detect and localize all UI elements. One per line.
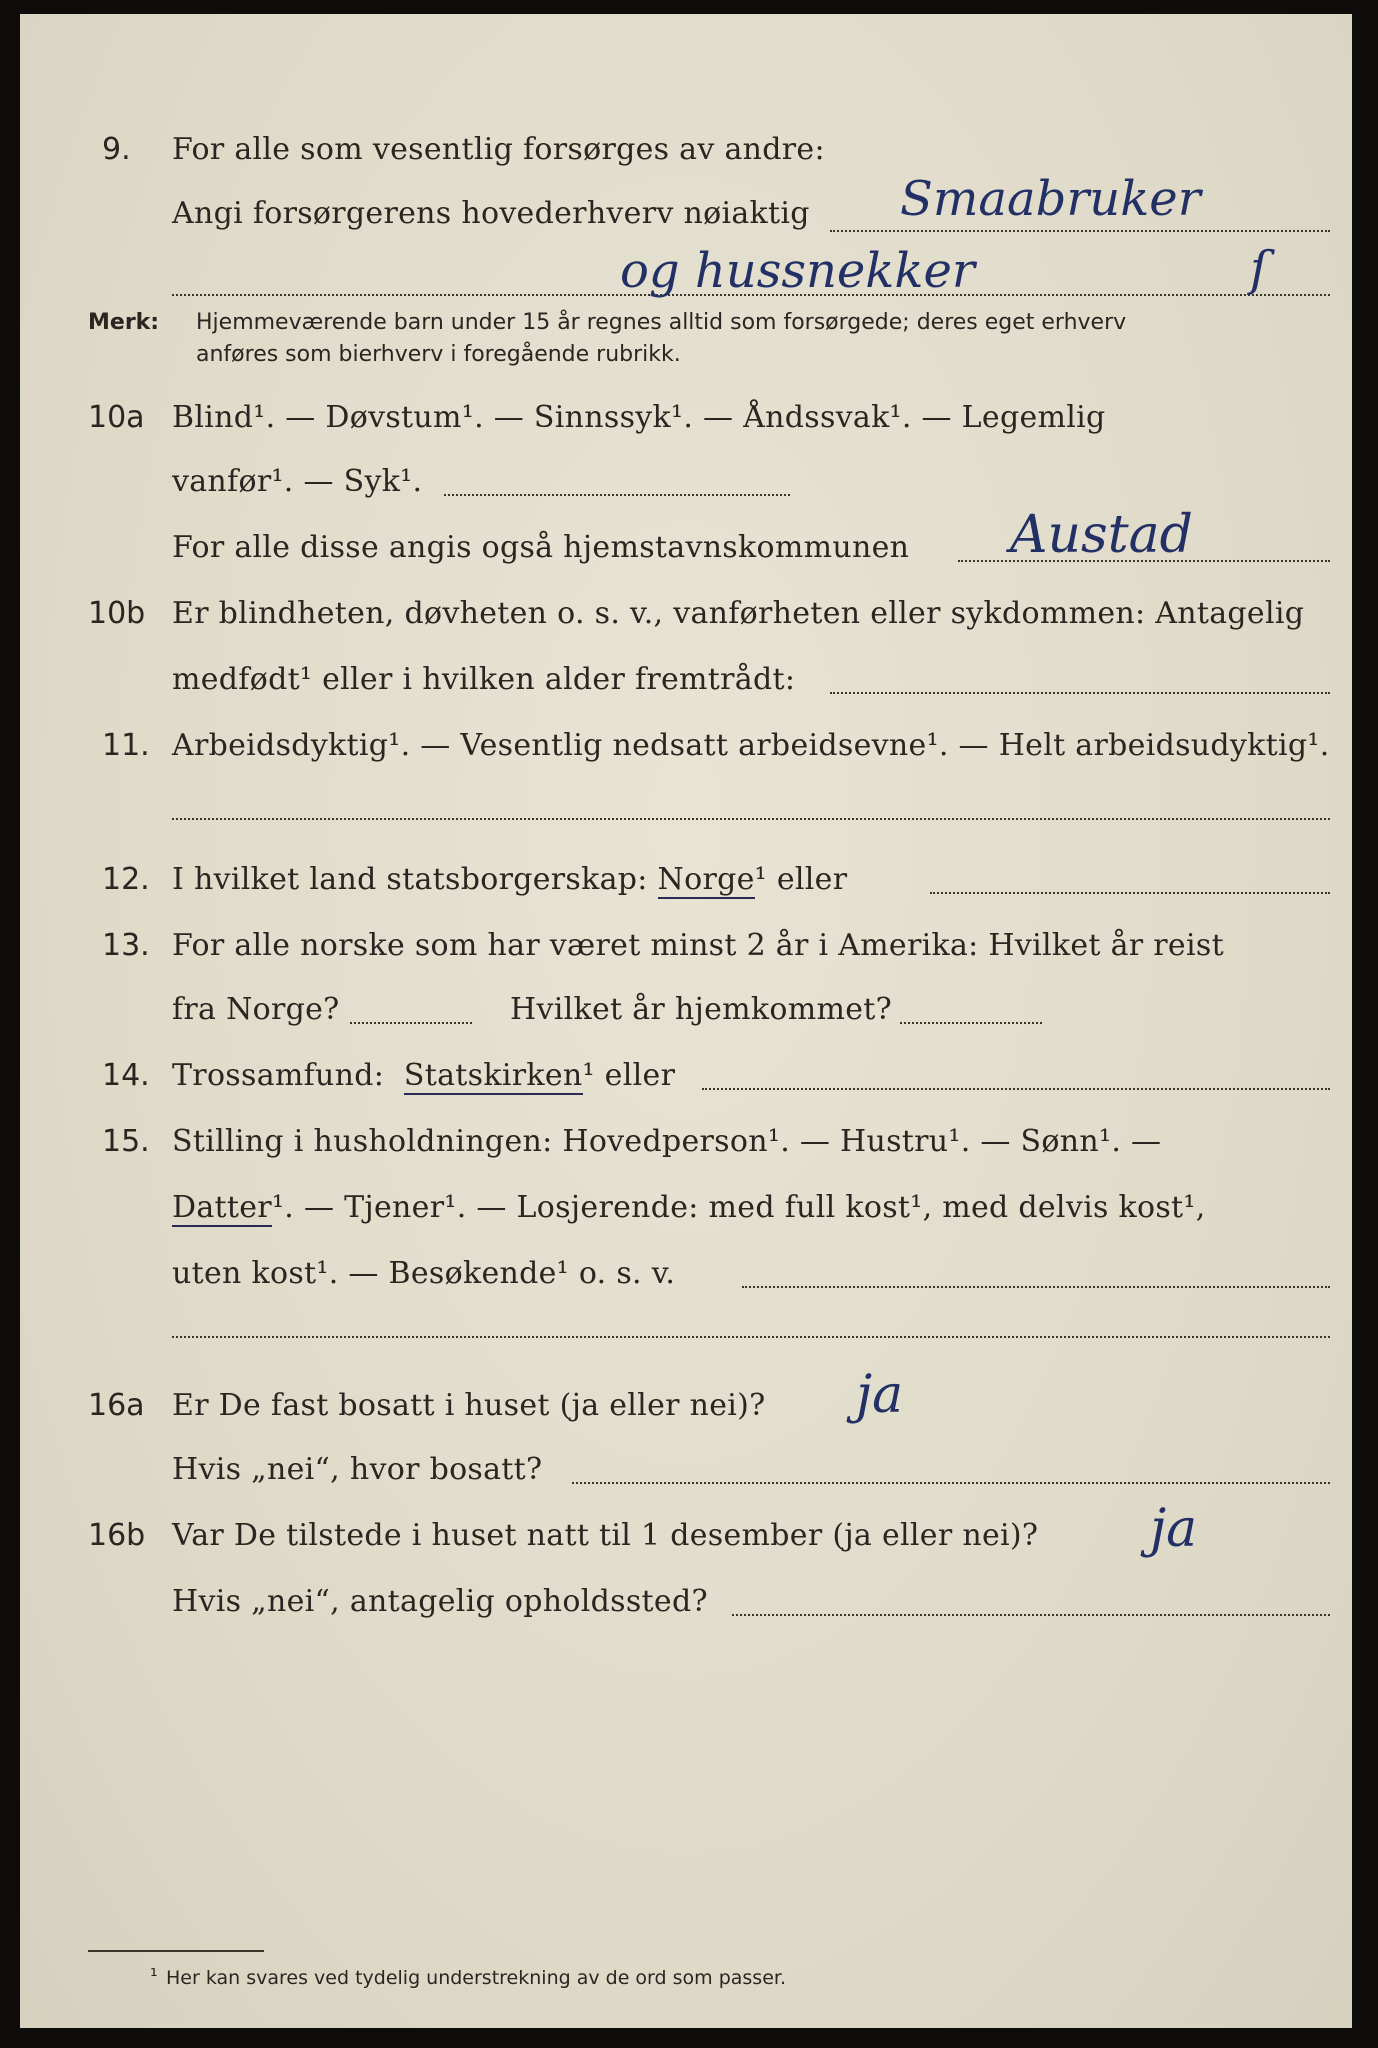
q12-prefix: I hvilket land statsborgerskap: [172, 862, 648, 897]
q10b-answer-line [830, 690, 1330, 694]
q16b-answer: ja [1150, 1499, 1198, 1559]
footnote-rule [88, 1950, 264, 1952]
q10a-syk-line [444, 492, 790, 496]
q10b-number: 10b [88, 596, 146, 631]
q11-answer-line [172, 816, 1330, 820]
q16a-line1: Er De fast bosatt i huset (ja eller nei)? [172, 1388, 766, 1423]
q10a-line1: Blind¹. — Døvstum¹. — Sinnssyk¹. — Åndssvak¹. — Legemlig [172, 400, 1106, 435]
q10a-answer: Austad [1010, 505, 1193, 565]
footnote-text: Her kan svares ved tydelig understrekning av de ord som passer. [166, 1967, 786, 1989]
q15-answer-line2 [172, 1334, 1330, 1338]
q14-number: 14. [102, 1058, 150, 1093]
q14-answer-line [702, 1086, 1330, 1090]
q12-answer-line [930, 890, 1330, 894]
q15-line1: Stilling i husholdningen: Hovedperson¹. — Hustru¹. — Sønn¹. — [172, 1124, 1162, 1159]
q10b-line2: medfødt¹ eller i hvilken alder fremtrådt: [172, 662, 796, 697]
q16a-line2: Hvis „nei“, hvor bosatt? [172, 1452, 543, 1487]
q10a-number: 10a [88, 400, 145, 435]
q16b-line1: Var De tilstede i huset natt til 1 desember (ja eller nei)? [172, 1518, 1039, 1553]
q12-underlined: Norge [657, 862, 755, 897]
footnote-mark: ¹ [150, 1965, 158, 1987]
q16a-answer-line [572, 1480, 1330, 1484]
merk-line1: Hjemmeværende barn under 15 år regnes alltid som forsørgede; deres eget erhverv [196, 310, 1127, 335]
q16a-answer: ja [856, 1365, 904, 1425]
q16a-number: 16a [88, 1388, 145, 1423]
q13-number: 13. [102, 928, 150, 963]
q9-number: 9. [102, 132, 131, 167]
q13-year-returned-line [900, 1020, 1042, 1024]
q15-underlined: Datter [172, 1190, 272, 1225]
q10a-line2: vanfør¹. — Syk¹. [172, 464, 423, 499]
q16b-answer-line [732, 1612, 1330, 1616]
q14-underlined: Statskirken [403, 1058, 583, 1093]
q13-line2a: fra Norge? [172, 992, 340, 1027]
q15-line2 [172, 1188, 1206, 1228]
q11-line1: Arbeidsdyktig¹. — Vesentlig nedsatt arbeidsevne¹. — Helt arbeidsudyktig¹. [172, 728, 1330, 763]
q10a-line3: For alle disse angis også hjemstavnskommunen [172, 530, 910, 565]
q15-line2-rest: ¹. — Tjener¹. — Losjerende: med full kost¹, med delvis kost¹, [271, 1190, 1206, 1225]
census-form-sheet [20, 14, 1352, 2028]
q12-line [172, 860, 847, 900]
q9-answer1: Smaabruker [900, 171, 1201, 227]
q10b-line1: Er blindheten, døvheten o. s. v., vanførheten eller sykdommen: Antagelig [172, 596, 1305, 631]
merk-line2: anføres som bierhverv i foregående rubrikk. [196, 342, 681, 367]
q12-suffix: ¹ eller [754, 862, 848, 897]
q14-prefix: Trossamfund: [172, 1058, 385, 1093]
q9-answer-line1 [830, 228, 1330, 232]
q16b-line2: Hvis „nei“, antagelig opholdssted? [172, 1584, 708, 1619]
q13-line2b: Hvilket år hjemkommet? [510, 992, 893, 1027]
q14-line [172, 1056, 675, 1096]
q9-line1: For alle som vesentlig forsørges av andre: [172, 132, 825, 167]
q15-number: 15. [102, 1124, 150, 1159]
q13-line1: For alle norske som har været minst 2 år i Amerika: Hvilket år reist [172, 928, 1224, 963]
q12-number: 12. [102, 862, 150, 897]
q9-bracket-mark: ſ [1250, 241, 1268, 297]
q16b-number: 16b [88, 1518, 146, 1553]
q9-answer2: og hussnekker [620, 243, 975, 299]
q13-year-left-line [350, 1020, 472, 1024]
merk-label: Merk: [88, 310, 160, 335]
q15-answer-line1 [742, 1284, 1330, 1288]
q15-line3: uten kost¹. — Besøkende¹ o. s. v. [172, 1256, 676, 1291]
q14-suffix: ¹ eller [582, 1058, 676, 1093]
q11-number: 11. [102, 728, 150, 763]
q9-line2: Angi forsørgerens hovederhverv nøiaktig [172, 196, 810, 231]
